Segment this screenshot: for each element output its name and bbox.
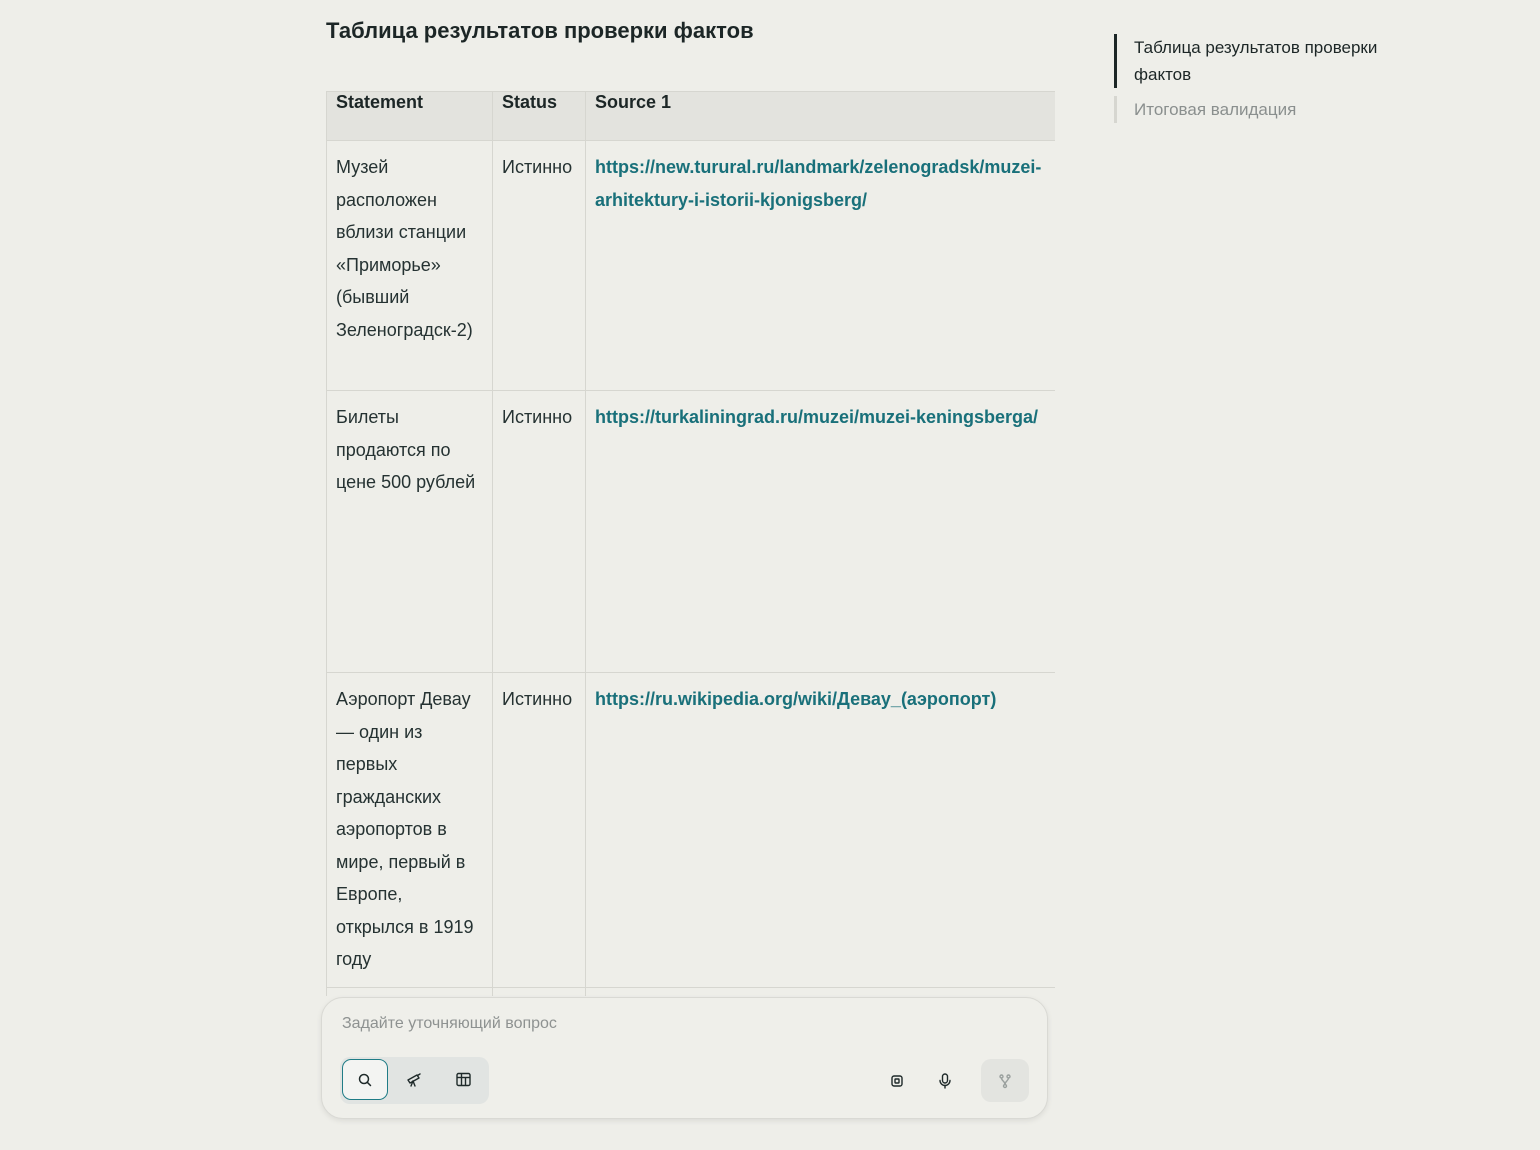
table-of-contents	[1114, 34, 1424, 123]
fact-check-table-container[interactable]	[326, 91, 1055, 996]
submit-button[interactable]	[981, 1059, 1029, 1102]
table-row	[327, 391, 1056, 673]
source-cell	[586, 141, 1056, 391]
follow-up-question-input[interactable]	[340, 1014, 1024, 1034]
status-cell: Истинно	[493, 391, 586, 673]
status-cell	[493, 988, 586, 997]
microphone-icon	[937, 1072, 953, 1090]
statement-cell: Музей расположен вблизи станции «Приморье» (бывший Зеленоградск-2)	[327, 141, 493, 391]
column-header-status: Status	[493, 92, 586, 141]
status-cell: Истинно	[493, 141, 586, 391]
source-link[interactable]: https://ru.wikipedia.org/wiki/Девау_(аэропорт)	[595, 689, 997, 709]
composer	[321, 997, 1048, 1119]
research-mode-button[interactable]	[391, 1059, 437, 1100]
telescope-icon	[405, 1071, 423, 1089]
table-header-row	[327, 92, 1056, 141]
statement-cell	[327, 988, 493, 997]
table-row	[327, 673, 1056, 988]
table-mode-button[interactable]	[440, 1059, 486, 1100]
statement-cell: Аэропорт Девау — один из первых гражданских аэропортов в мире, первый в Европе, открылся в 1919 году	[327, 673, 493, 988]
table-row	[327, 141, 1056, 391]
toc-item-fact-check-table[interactable]: Таблица результатов проверки фактов	[1114, 34, 1424, 88]
column-header-statement: Statement	[327, 92, 493, 141]
toc-item-final-validation[interactable]: Итоговая валидация	[1114, 96, 1424, 123]
statement-cell: Билеты продаются по цене 500 рублей	[327, 391, 493, 673]
model-chip-button[interactable]	[877, 1061, 917, 1101]
fact-check-table	[326, 91, 1055, 996]
search-icon	[357, 1072, 373, 1088]
voice-input-button[interactable]	[925, 1061, 965, 1101]
source-link[interactable]: https://new.turural.ru/landmark/zelenogradsk/muzei- arhitektury-i-istorii-kjonigsberg/	[595, 157, 1042, 210]
chip-icon	[889, 1073, 905, 1089]
mode-selector	[340, 1057, 489, 1104]
source-cell	[586, 988, 1056, 997]
status-cell: Истинно	[493, 673, 586, 988]
page-title: Таблица результатов проверки фактов	[326, 18, 754, 43]
source-link[interactable]: https://turkaliningrad.ru/muzei/muzei-keningsberga/	[595, 407, 1039, 427]
table-row	[327, 988, 1056, 997]
source-cell	[586, 673, 1056, 988]
branch-icon	[997, 1073, 1013, 1089]
source-cell	[586, 391, 1056, 673]
column-header-source-1: Source 1	[586, 92, 1056, 141]
table-icon	[455, 1071, 472, 1088]
search-mode-button[interactable]	[342, 1059, 388, 1100]
